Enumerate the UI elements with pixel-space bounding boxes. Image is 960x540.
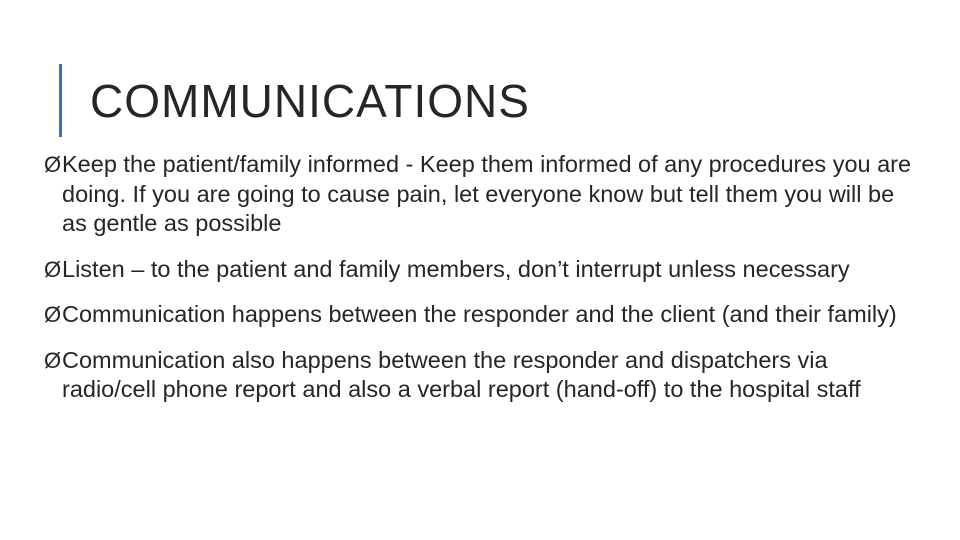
arrow-bullet-icon: Ø bbox=[44, 256, 62, 282]
bullet-item bbox=[44, 150, 924, 239]
arrow-bullet-icon: Ø bbox=[44, 347, 62, 373]
title-accent-bar bbox=[59, 64, 62, 137]
bullet-text: Keep the patient/family informed - Keep them informed of any procedures you are doing. If you are going to cause pain, let everyone know but tell them you will be as gentle as possible bbox=[62, 151, 912, 236]
bullet-item bbox=[44, 255, 924, 285]
arrow-bullet-icon: Ø bbox=[44, 152, 62, 177]
arrow-bullet-icon: Ø bbox=[44, 302, 62, 327]
bullet-text: Communication also happens between the responder and dispatchers via radio/cell phone report and also a verbal report (hand-off) to the hospital staff bbox=[62, 346, 861, 402]
bullet-list bbox=[44, 150, 924, 421]
bullet-item bbox=[44, 346, 924, 405]
bullet-item bbox=[44, 300, 924, 330]
slide-title: COMMUNICATIONS bbox=[90, 75, 530, 127]
bullet-text: Communication happens between the responder and the client (and their family) bbox=[62, 301, 897, 327]
bullet-text: Listen – to the patient and family members, don’t interrupt unless necessary bbox=[62, 255, 850, 282]
